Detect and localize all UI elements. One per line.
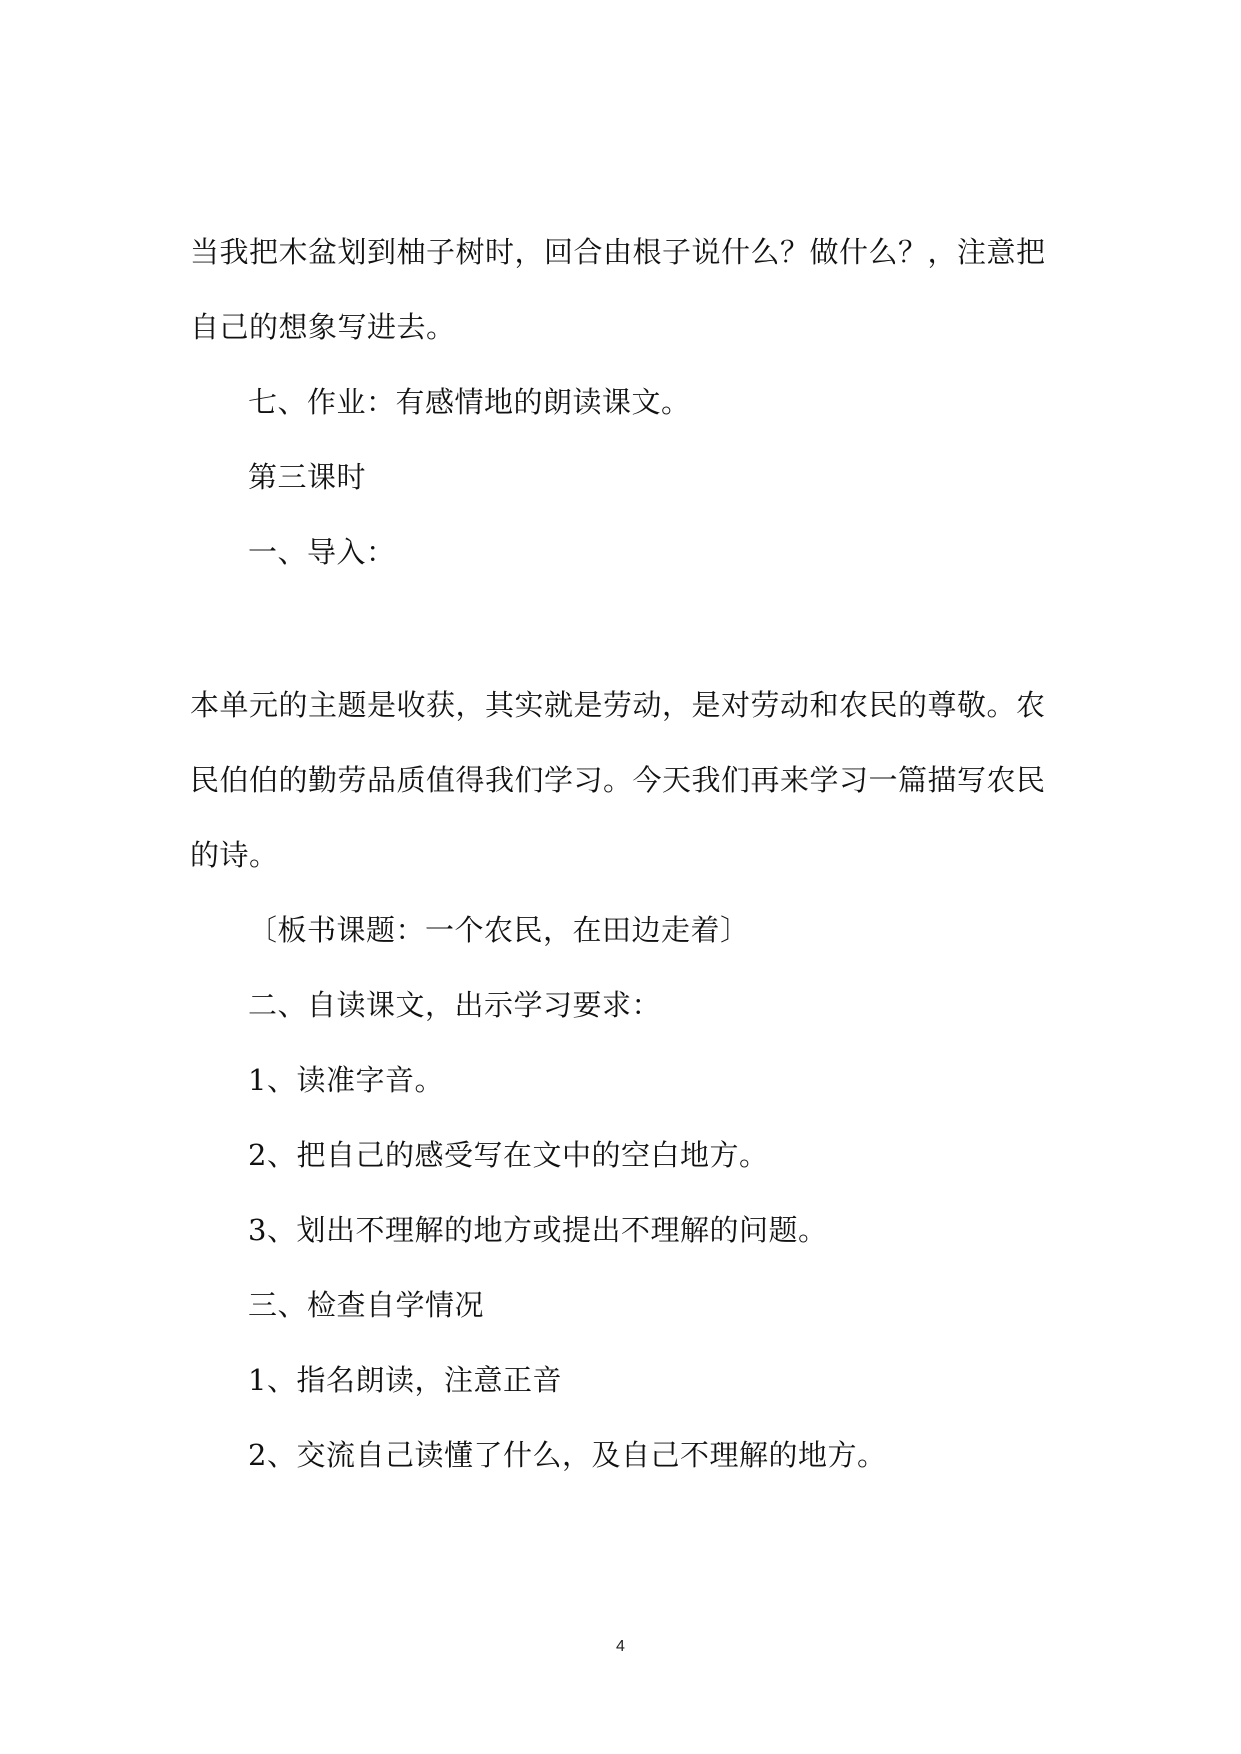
- section-heading-check: 三、检查自学情况: [248, 1288, 485, 1322]
- intro-paragraph-line: 的诗。: [190, 838, 279, 872]
- page-number: 4: [616, 1638, 625, 1655]
- requirement-item: 2、把自己的感受写在文中的空白地方。: [248, 1138, 769, 1172]
- section-heading-intro: 一、导入：: [248, 535, 396, 569]
- check-item: 2、交流自己读懂了什么，及自己不理解的地方。: [248, 1438, 887, 1472]
- section-heading-self-reading: 二、自读课文，出示学习要求：: [248, 988, 662, 1022]
- board-title: 〔板书课题：一个农民，在田边走着〕: [248, 913, 750, 947]
- paragraph-line: 当我把木盆划到柚子树时，回合由根子说什么？做什么？，注意把: [190, 235, 1046, 269]
- check-item: 1、指名朗读，注意正音: [248, 1363, 562, 1397]
- homework-line: 七、作业：有感情地的朗读课文。: [248, 385, 691, 419]
- paragraph-line: 自己的想象写进去。: [190, 310, 456, 344]
- intro-paragraph-line: 本单元的主题是收获，其实就是劳动，是对劳动和农民的尊敬。农: [190, 688, 1046, 722]
- requirement-item: 3、划出不理解的地方或提出不理解的问题。: [248, 1213, 828, 1247]
- intro-paragraph-line: 民伯伯的勤劳品质值得我们学习。今天我们再来学习一篇描写农民: [190, 763, 1046, 797]
- requirement-item: 1、读准字音。: [248, 1063, 444, 1097]
- lesson-heading: 第三课时: [248, 460, 367, 494]
